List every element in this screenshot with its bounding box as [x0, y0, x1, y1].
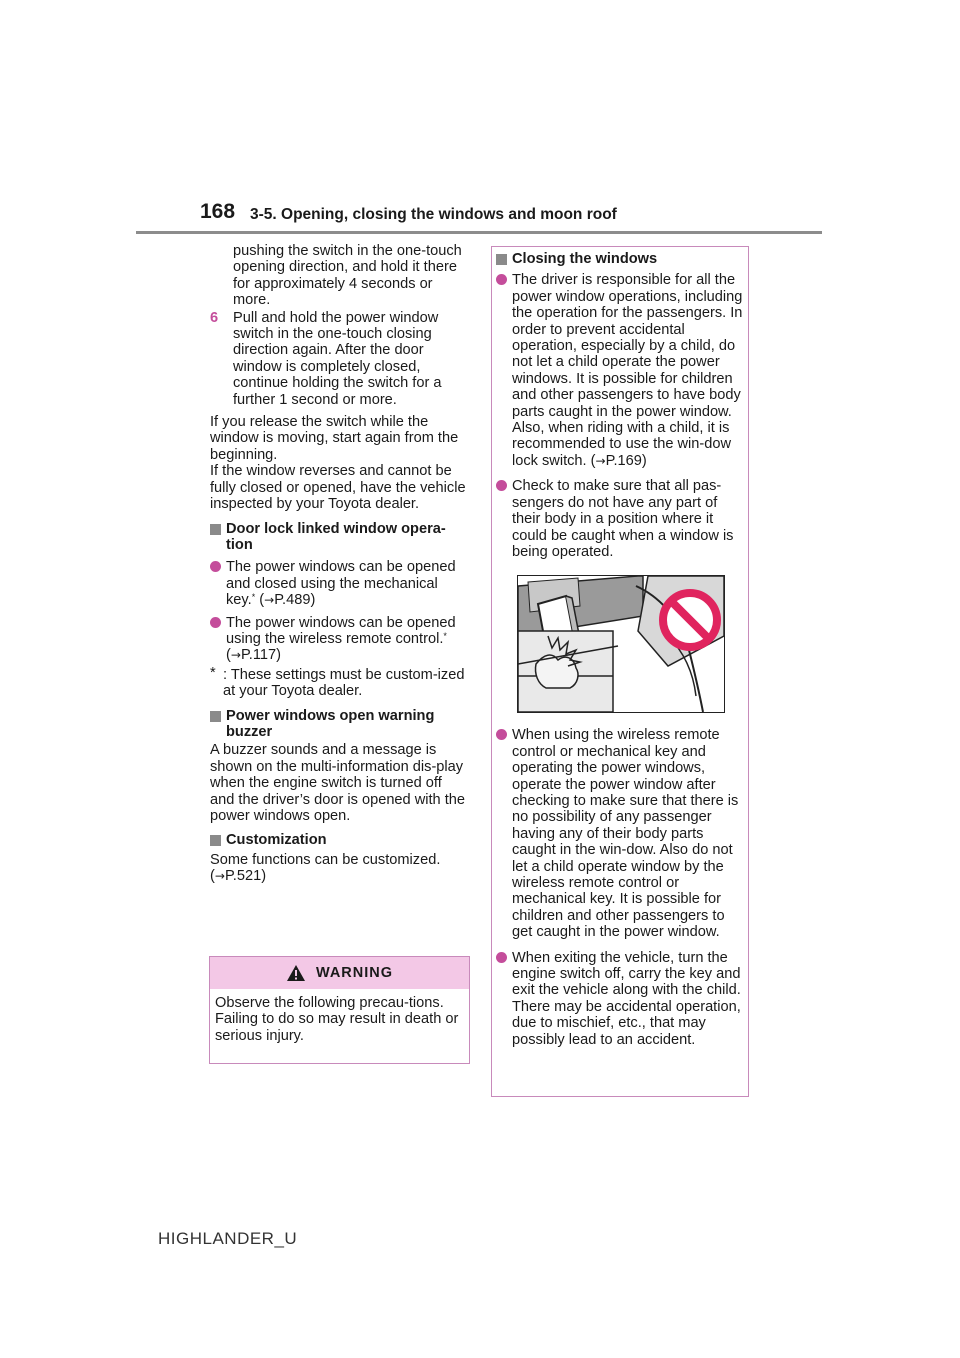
circle-bullet-icon	[496, 952, 507, 963]
step-6	[210, 310, 470, 408]
page-reference: P.169	[605, 452, 642, 469]
square-bullet-icon	[496, 254, 507, 265]
arrow-right-icon: →	[230, 648, 241, 663]
warning-triangle-icon	[286, 964, 306, 982]
warning-line-2: Failing to do so may result in death or serious injury.	[215, 1011, 459, 1044]
closing-bullet-3: When using the wireless remote control or mechanical key and operating the power windows, operate the power window after checking to make sure that there is no possibility of any passenger having any of their body parts caught in the win-dow. Also do not let a child operate window by the wireless remote control or mechanical key. It is possible for children and other passengers to get caught in the power window.	[496, 727, 743, 940]
warning-box	[209, 956, 470, 1064]
arrow-right-icon: →	[264, 593, 275, 608]
customization-heading: Customization	[210, 832, 470, 848]
page-reference: P.489	[274, 592, 311, 609]
buzzer-text: A buzzer sounds and a message is shown on the multi-information dis-play when the engine switch is turned off and the driver’s door is opened with the power windows open.	[210, 742, 466, 824]
door-lock-bullet-1: The power windows can be opened and closed using the mechanical key.* (→P.489)	[210, 559, 470, 608]
circle-bullet-icon	[496, 274, 507, 285]
window-pinch-illustration	[517, 575, 725, 713]
prohibited-hand-in-window-image	[518, 576, 724, 712]
arrow-right-icon: →	[214, 869, 225, 884]
warning-line-1: Observe the following precau-tions.	[215, 995, 444, 1011]
reverse-paragraph: If the window reverses and cannot be fully closed or opened, have the vehicle inspected by your Toyota dealer.	[210, 463, 466, 513]
circle-bullet-icon	[210, 617, 221, 628]
intro-continuation: pushing the switch in the one-touch opening direction, and hold it there for approximately 4 seconds or more.	[233, 243, 462, 309]
circle-bullet-icon	[210, 561, 221, 572]
closing-bullet-2: Check to make sure that all pas-sengers do not have any part of their body in a position where it could be caught when a window is being operated.	[496, 478, 743, 560]
page-number: 168	[200, 200, 236, 223]
closing-bullet-4: When exiting the vehicle, turn the engine switch off, carry the key and exit the vehicle along with the child. There may be accidental operation, due to mischief, etc., that may possibly lead to an accident.	[496, 950, 743, 1048]
door-lock-bullet-2: The power windows can be opened using the wireless remote control.* (→P.117)	[210, 615, 470, 664]
circle-bullet-icon	[496, 729, 507, 740]
warning-body	[210, 989, 469, 1044]
footnote: * : These settings must be custom-ized at your Toyota dealer.	[210, 664, 465, 700]
page-reference: P.521	[224, 868, 262, 885]
step-number: 6	[210, 309, 219, 326]
square-bullet-icon	[210, 524, 221, 535]
customization-text: Some functions can be customized. (→P.521)	[210, 851, 441, 885]
closing-bullet-1: The driver is responsible for all the power window operations, including the operation for the passengers. In order to prevent accidental operation, especially by a child, do not let a child operate the power windows. It is possible for children and other passengers to have body parts caught in the power window. Also, when riding with a child, it is recommended to use the win-dow lock switch. (→P.169)	[496, 272, 743, 469]
buzzer-heading: Power windows open warning buzzer	[210, 708, 470, 741]
circle-bullet-icon	[496, 480, 507, 491]
release-paragraph: If you release the switch while the window is moving, start again from the beginning.	[210, 414, 459, 463]
step-text: Pull and hold the power window switch in the one-touch closing direction again. After the door window is completely closed, continue holding the switch for a further 1 second or more.	[233, 309, 442, 408]
footer-model-code: HIGHLANDER_U	[158, 1229, 298, 1248]
square-bullet-icon	[210, 835, 221, 846]
closing-windows-heading: Closing the windows	[496, 251, 743, 267]
square-bullet-icon	[210, 711, 221, 722]
door-lock-heading: Door lock linked window opera-tion	[210, 521, 470, 554]
left-column	[210, 243, 470, 885]
right-column-box	[491, 246, 749, 1097]
page-reference: P.117	[240, 647, 277, 664]
warning-header	[210, 957, 469, 989]
header-divider	[136, 231, 822, 234]
warning-title: WARNING	[315, 965, 394, 981]
arrow-right-icon: →	[595, 453, 606, 468]
section-title: 3-5. Opening, closing the windows and moon roof	[250, 206, 617, 223]
